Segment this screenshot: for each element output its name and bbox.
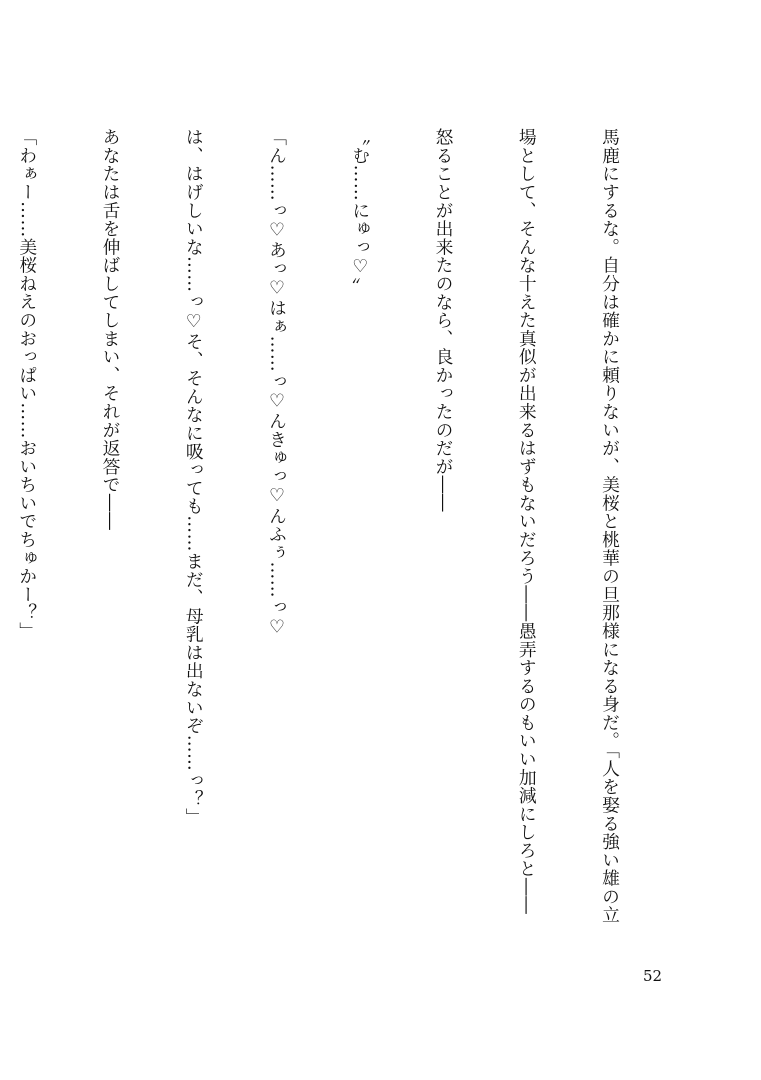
text-column-3: 怒ることが出来たのなら、良かったのだが――: [433, 128, 454, 513]
text-column-5: 「ん……っ♡あっ♡はぁ……っ♡んきゅっ♡んふぅ……っ♡: [266, 128, 288, 638]
page-number: 52: [643, 967, 663, 985]
vertical-body-text: [0, 128, 679, 958]
text-column-1: 馬鹿にするな。自分は確かに頼りないが、美桜と桃華の旦那様になる身だ。「人を娶る強い雄の立: [599, 128, 621, 924]
text-column-8: 「わぁー……美桜ねえのおっぱい……おいちいでちゅかー？」: [16, 128, 38, 641]
text-column-2: 場として、そんな十えた真似が出来るはずもないだろう――愚弄するのもいい加減にしろと――: [516, 128, 538, 915]
text-column-7: あなたは舌を伸ばしてしまい、それが返答で――: [100, 128, 121, 531]
text-column-4: 〝む……にゅっ♡〟: [349, 128, 371, 296]
text-column-6: は、はげしいな……っ♡そ、そんなに吸っても……まだ、母乳は出ないぞ……っ？」: [183, 128, 205, 827]
